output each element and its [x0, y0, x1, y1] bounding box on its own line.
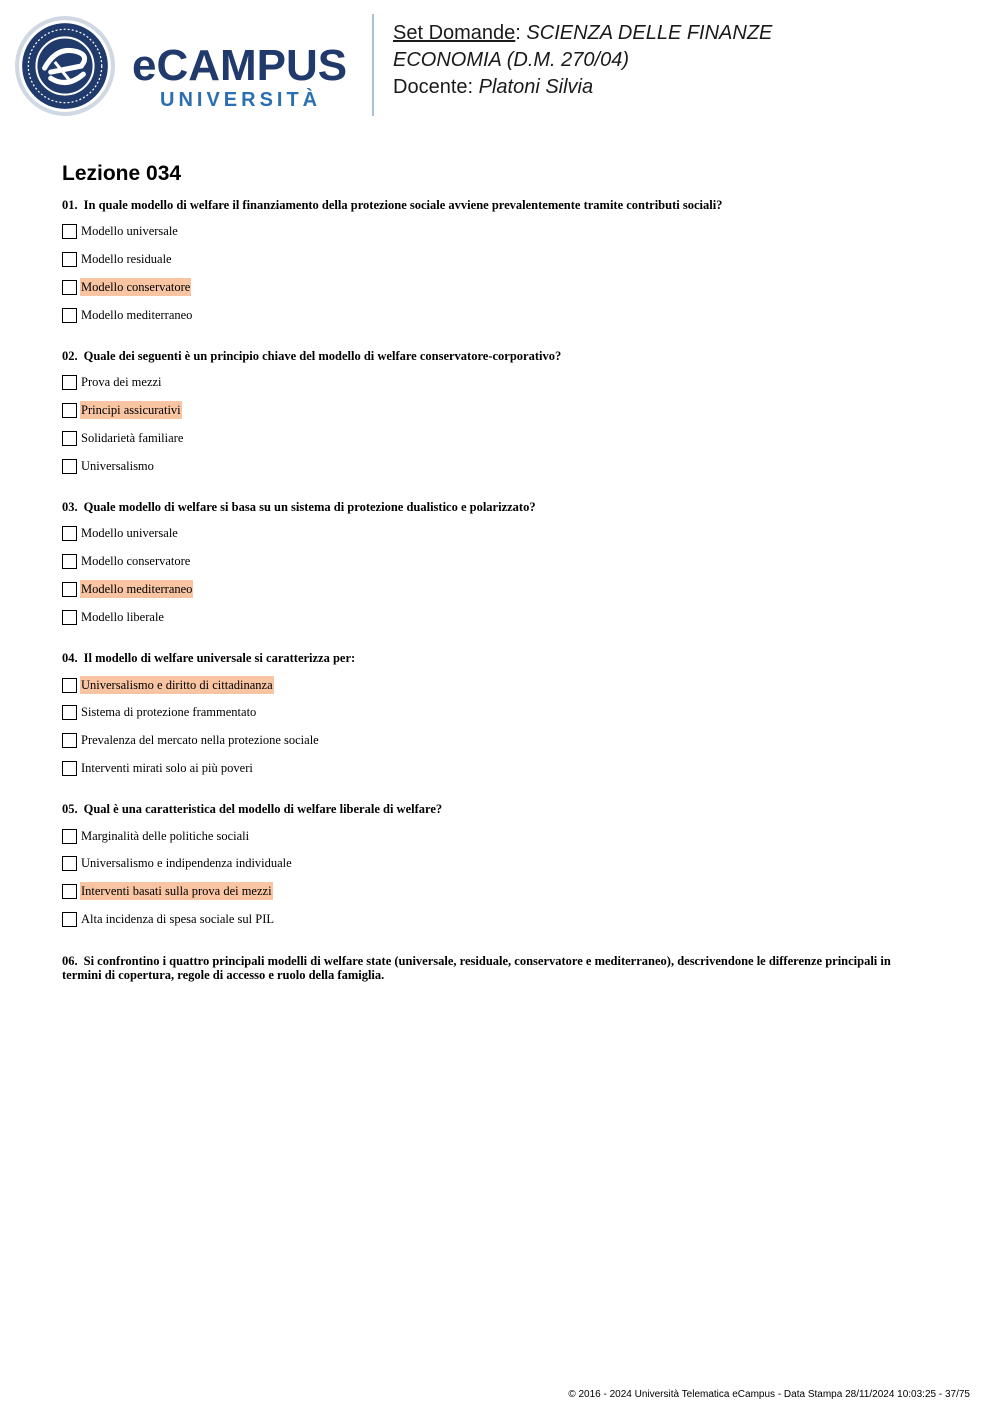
- page-header: [0, 0, 1000, 130]
- option-label-highlighted: Interventi basati sulla prova dei mezzi: [81, 884, 272, 898]
- option-item[interactable]: [62, 882, 273, 900]
- option-label: Universalismo: [81, 459, 154, 473]
- course-info: [393, 20, 772, 101]
- option-item[interactable]: [62, 759, 254, 777]
- checkbox[interactable]: [62, 459, 77, 474]
- set-line: Set Domande: SCIENZA DELLE FINANZE: [393, 22, 773, 44]
- checkbox[interactable]: [62, 761, 77, 776]
- checkbox[interactable]: [62, 582, 77, 597]
- option-item[interactable]: [62, 250, 173, 268]
- question-06: 06. Si confrontino i quattro principali modelli di welfare state (universale, residuale, conservatore e mediterraneo), descrivendone le differenze principali in termini di copertura, regole di accesso e ruolo della famiglia.: [62, 954, 891, 982]
- checkbox[interactable]: [62, 224, 77, 239]
- checkbox[interactable]: [62, 554, 77, 569]
- checkbox[interactable]: [62, 308, 77, 323]
- option-label: Modello conservatore: [81, 554, 191, 568]
- question-03: 03. Quale modello di welfare si basa su un sistema di protezione dualistico e polarizzato?: [62, 500, 536, 514]
- option-label: Prevalenza del mercato nella protezione sociale: [81, 733, 319, 747]
- option-item[interactable]: [62, 703, 257, 721]
- checkbox[interactable]: [62, 375, 77, 390]
- question-05: 05. Qual è una caratteristica del modello di welfare liberale di welfare?: [62, 802, 443, 816]
- checkbox[interactable]: [62, 733, 77, 748]
- option-label: Solidarietà familiare: [81, 431, 184, 445]
- checkbox[interactable]: [62, 252, 77, 267]
- option-label: Prova dei mezzi: [81, 375, 162, 389]
- option-item[interactable]: [62, 580, 193, 598]
- checkbox[interactable]: [62, 431, 77, 446]
- checkbox[interactable]: [62, 912, 77, 927]
- option-label-highlighted: Universalismo e diritto di cittadinanza: [81, 678, 273, 692]
- option-item[interactable]: [62, 854, 293, 872]
- option-label: Interventi mirati solo ai più poveri: [81, 761, 253, 775]
- option-label: Universalismo e indipendenza individuale: [81, 856, 292, 870]
- option-item[interactable]: [62, 222, 179, 240]
- option-item[interactable]: [62, 401, 182, 419]
- checkbox[interactable]: [62, 884, 77, 899]
- option-label: Modello mediterraneo: [81, 308, 193, 322]
- option-label: Modello liberale: [81, 610, 164, 624]
- option-item[interactable]: [62, 373, 163, 391]
- option-label-highlighted: Modello conservatore: [81, 280, 191, 294]
- option-label: Modello universale: [81, 526, 178, 540]
- header-divider: [372, 14, 374, 116]
- option-item[interactable]: [62, 676, 274, 694]
- checkbox[interactable]: [62, 403, 77, 418]
- lesson-title: Lezione 034: [62, 162, 182, 185]
- set-value: SCIENZA DELLE FINANZE: [526, 22, 773, 44]
- question-04: 04. Il modello di welfare universale si caratterizza per:: [62, 651, 356, 665]
- option-item[interactable]: [62, 429, 184, 447]
- teacher-line: Docente: Platoni Silvia: [393, 76, 594, 98]
- option-item[interactable]: [62, 278, 191, 296]
- checkbox[interactable]: [62, 705, 77, 720]
- option-item[interactable]: [62, 457, 155, 475]
- checkbox[interactable]: [62, 856, 77, 871]
- checkbox[interactable]: [62, 526, 77, 541]
- page-footer: © 2016 - 2024 Università Telematica eCampus - Data Stampa 28/11/2024 10:03:25 - 37/75: [568, 1389, 970, 1400]
- checkbox[interactable]: [62, 829, 77, 844]
- course-line: [393, 47, 772, 74]
- question-02: 02. Quale dei seguenti è un principio chiave del modello di welfare conservatore-corporativo?: [62, 349, 562, 363]
- ecampus-wordmark-logo: [132, 40, 357, 112]
- option-item[interactable]: [62, 552, 191, 570]
- option-label-highlighted: Modello mediterraneo: [81, 582, 193, 596]
- brand-bottom-text: UNIVERSITÀ: [160, 89, 322, 111]
- option-item[interactable]: [62, 731, 320, 749]
- option-label: Alta incidenza di spesa sociale sul PIL: [81, 912, 274, 926]
- checkbox[interactable]: [62, 280, 77, 295]
- option-label: Modello residuale: [81, 252, 172, 266]
- option-item[interactable]: [62, 306, 193, 324]
- course-name: ECONOMIA (D.M. 270/04): [393, 49, 629, 71]
- question-01: 01. In quale modello di welfare il finanziamento della protezione sociale avviene prevalentemente tramite contributi sociali?: [62, 198, 723, 212]
- option-item[interactable]: [62, 910, 275, 928]
- teacher-label: Docente: [393, 76, 468, 98]
- option-label: Sistema di protezione frammentato: [81, 705, 257, 719]
- option-label-highlighted: Principi assicurativi: [81, 403, 181, 417]
- option-label: Marginalità delle politiche sociali: [81, 829, 250, 843]
- option-item[interactable]: [62, 827, 250, 845]
- brand-top-text: eCAMPUS: [132, 41, 348, 90]
- option-item[interactable]: [62, 608, 165, 626]
- ecampus-seal-logo: [14, 15, 116, 117]
- option-item[interactable]: [62, 524, 179, 542]
- set-label: Set Domande: [393, 22, 516, 44]
- option-label: Modello universale: [81, 224, 178, 238]
- checkbox[interactable]: [62, 610, 77, 625]
- teacher-value: Platoni Silvia: [478, 76, 594, 98]
- checkbox[interactable]: [62, 678, 77, 693]
